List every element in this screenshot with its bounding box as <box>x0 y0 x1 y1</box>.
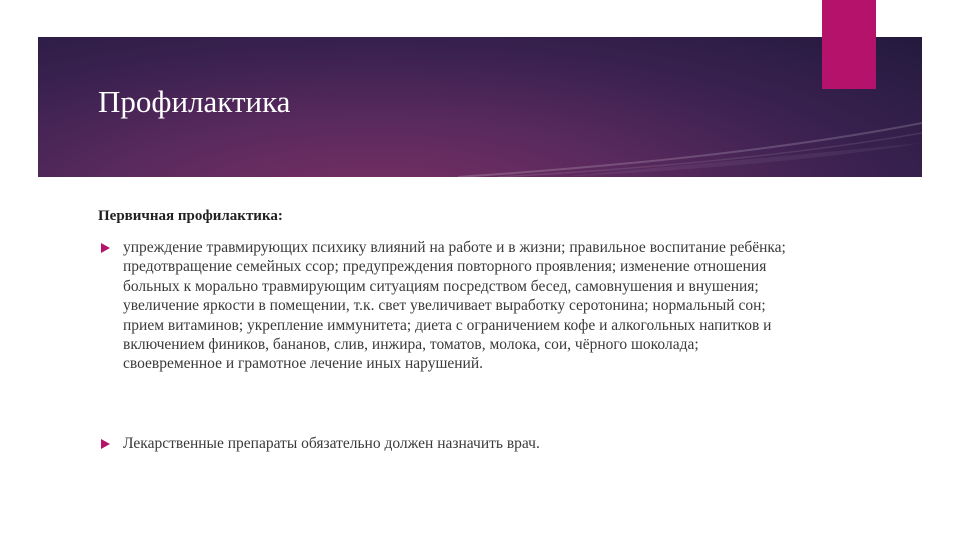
bullet-text: Лекарственные препараты обязательно должен назначить врач. <box>123 435 540 452</box>
list-item <box>98 238 788 374</box>
slide-title: Профилактика <box>98 84 291 119</box>
accent-tab <box>822 0 876 89</box>
bullet-text: упреждение травмирующих психику влияний на работе и в жизни; правильное воспитание ребёнка; предотвращение семейных ссор; предупреждения повторного проявления; изменение отношения больных к морально травмирующим ситуациям посредством бесед, самовнушения и внушения; увеличение яркости в помещении, т.к. свет увеличивает выработку серотонина; нормальный сон; прием витаминов; укрепление иммунитета; диета с ограничением кофе и алкогольных напитков и включением фиников, бананов, слив, инжира, томатов, молока, сои, чёрного шоколада; своевременное и грамотное лечение иных нарушений. <box>123 239 786 373</box>
triangle-right-icon <box>101 439 110 449</box>
triangle-right-icon <box>101 243 110 253</box>
subheading: Первичная профилактика: <box>98 208 283 224</box>
list-item <box>98 434 788 453</box>
